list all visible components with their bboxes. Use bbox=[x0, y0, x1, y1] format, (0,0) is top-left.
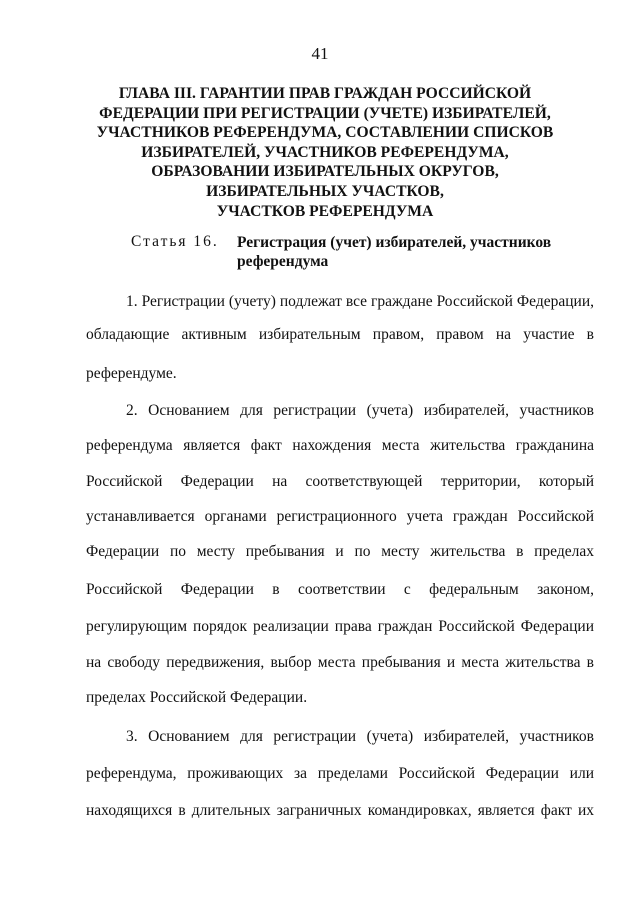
chapter-title-line: ИЗБИРАТЕЛЬНЫХ УЧАСТКОВ, bbox=[206, 182, 444, 200]
paragraph-2-line: устанавливается органами регистрационного учета граждан Российской bbox=[86, 508, 594, 525]
paragraph-3-line: референдума, проживающих за пределами Российской Федерации или bbox=[86, 765, 594, 782]
article-title-line: Регистрация (учет) избирателей, участников bbox=[237, 234, 552, 251]
paragraph-2-line: Федерации по месту пребывания и по месту жительства в пределах bbox=[86, 543, 594, 560]
article-label: Статья 16. bbox=[131, 233, 219, 250]
paragraph-2-line: пределах Российской Федерации. bbox=[86, 689, 308, 706]
paragraph-2-line: 2. Основанием для регистрации (учета) избирателей, участников bbox=[126, 402, 594, 419]
article-title-line: референдума bbox=[237, 253, 329, 270]
chapter-title-line: УЧАСТНИКОВ РЕФЕРЕНДУМА, СОСТАВЛЕНИИ СПИСКОВ bbox=[96, 124, 554, 142]
chapter-title-line: ОБРАЗОВАНИИ ИЗБИРАТЕЛЬНЫХ ОКРУГОВ, bbox=[151, 163, 499, 181]
chapter-title-line: УЧАСТКОВ РЕФЕРЕНДУМА bbox=[216, 202, 434, 220]
article-title bbox=[237, 233, 567, 271]
chapter-title bbox=[80, 84, 570, 221]
paragraph-1-line: обладающие активным избирательным правом, правом на участие в bbox=[86, 326, 594, 343]
paragraph-2-line: регулирующим порядок реализации права граждан Российской Федерации bbox=[86, 618, 594, 635]
chapter-title-line: ФЕДЕРАЦИИ ПРИ РЕГИСТРАЦИИ (УЧЕТЕ) ИЗБИРАТЕЛЕЙ, bbox=[99, 104, 551, 122]
paragraph-1-line: референдуме. bbox=[86, 365, 177, 382]
paragraph-3-line: 3. Основанием для регистрации (учета) избирателей, участников bbox=[126, 728, 594, 745]
chapter-title-line: ИЗБИРАТЕЛЕЙ, УЧАСТНИКОВ РЕФЕРЕНДУМА, bbox=[141, 143, 509, 161]
paragraph-2-line: на свободу передвижения, выбор места пребывания и места жительства в bbox=[86, 654, 594, 671]
chapter-title-line: ГЛАВА III. ГАРАНТИИ ПРАВ ГРАЖДАН РОССИЙСКОЙ bbox=[118, 85, 532, 102]
paragraph-2-line: Российской Федерации в соответствии с федеральным законом, bbox=[86, 581, 594, 598]
page-number: 41 bbox=[311, 44, 329, 63]
paragraph-3-line: находящихся в длительных заграничных командировках, является факт их bbox=[86, 802, 594, 819]
paragraph-2-line: Российской Федерации на соответствующей территории, который bbox=[86, 473, 594, 490]
paragraph-1-line: 1. Регистрации (учету) подлежат все граждане Российской Федерации, bbox=[126, 293, 594, 310]
paragraph-2-line: референдума является факт нахождения места жительства гражданина bbox=[86, 437, 594, 454]
